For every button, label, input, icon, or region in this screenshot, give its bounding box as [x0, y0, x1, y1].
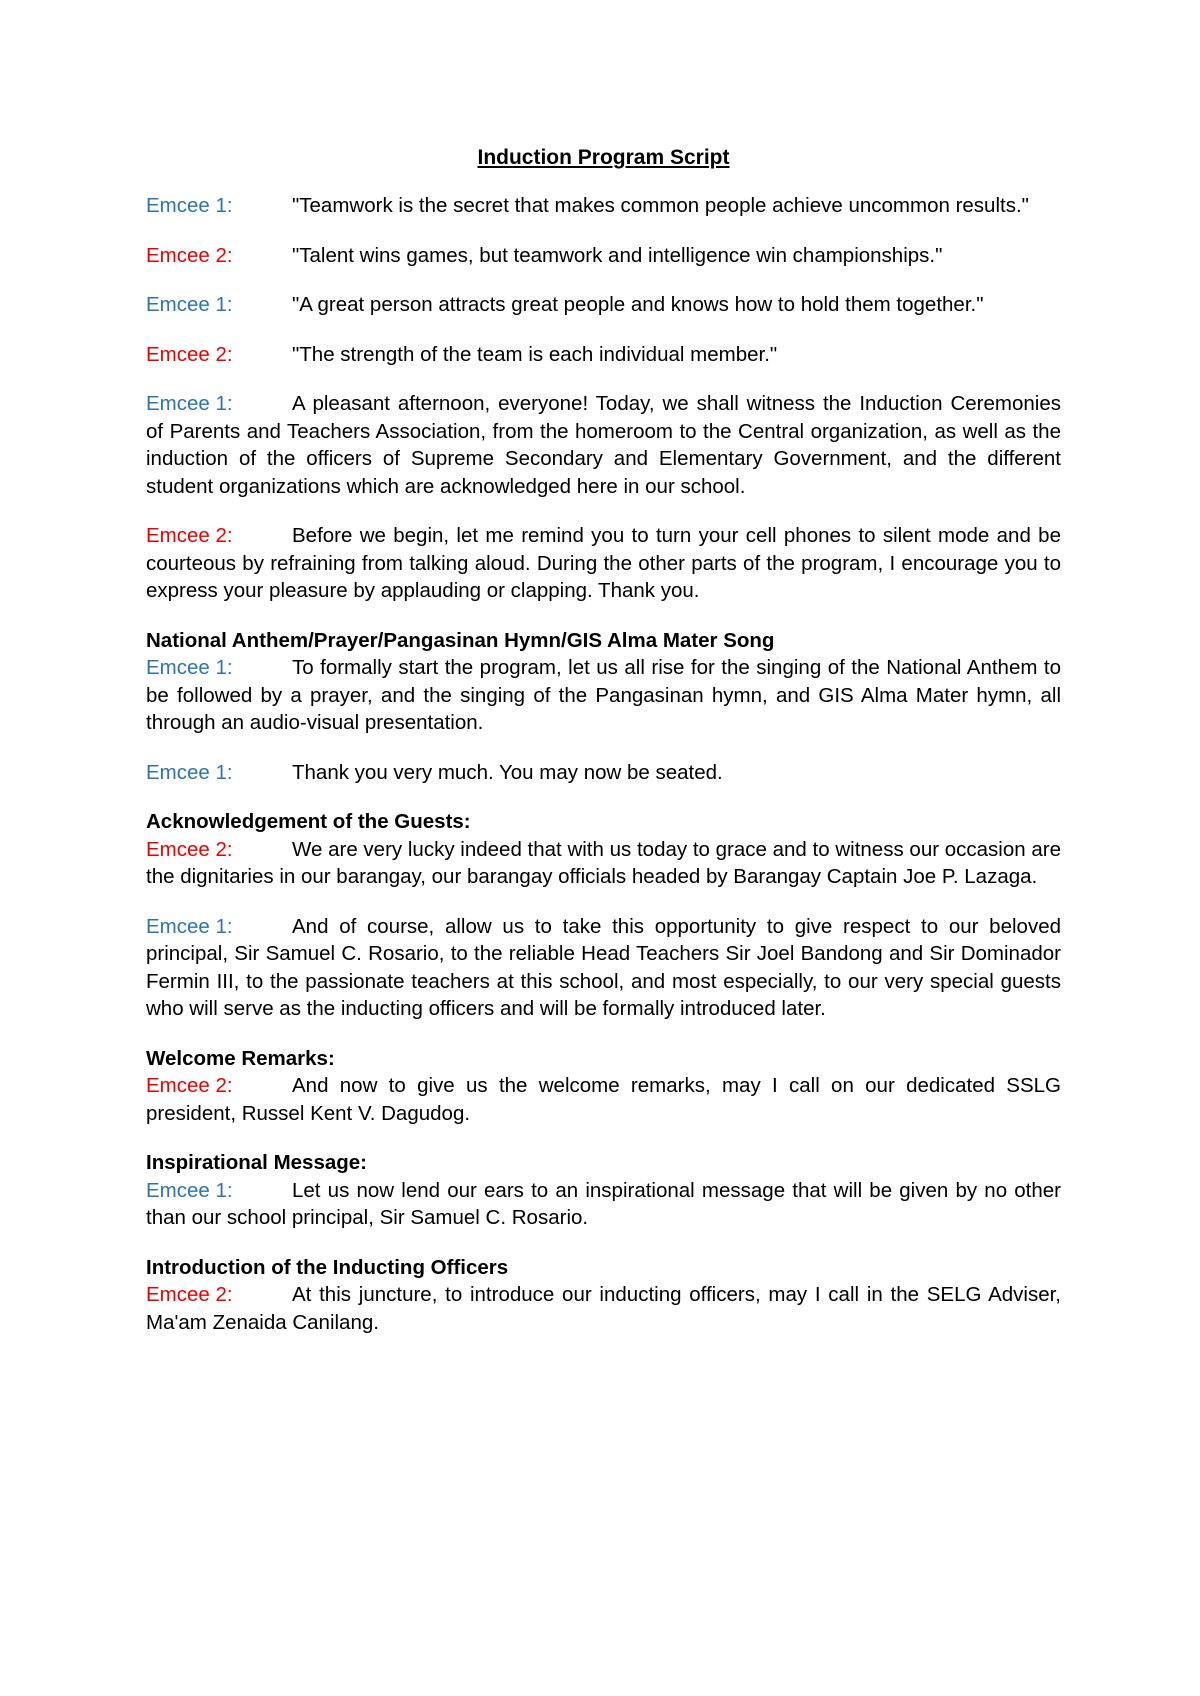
script-line: [146, 913, 1061, 1023]
speaker-label: Emcee 2:: [146, 837, 233, 861]
script-line: [146, 291, 1061, 319]
line-text: We are very lucky indeed that with us today to grace and to witness our occasion are the dignitaries in our barangay, our barangay officials headed by Barangay Captain Joe P. Lazaga.: [146, 837, 1061, 888]
line-text: Let us now lend our ears to an inspirational message that will be given by no other than our school principal, Sir Samuel C. Rosario.: [146, 1178, 1061, 1229]
section-heading: Inspirational Message:: [146, 1151, 368, 1174]
line-text: Before we begin, let me remind you to turn your cell phones to silent mode and be courteous by refraining from talking aloud. During the other parts of the program, I encourage you to express your pleasure by applauding or clapping. Thank you.: [146, 524, 1061, 602]
line-text: "Teamwork is the secret that makes common people achieve uncommon results.": [292, 194, 1029, 217]
script-line: [146, 759, 1061, 787]
speaker-label: Emcee 1:: [146, 914, 233, 938]
script-line: [146, 1281, 1061, 1336]
speaker-label: Emcee 1:: [146, 392, 233, 415]
speaker-label: Emcee 2:: [146, 342, 233, 366]
line-text: "The strength of the team is each individual member.": [292, 342, 778, 366]
line-text: Thank you very much. You may now be seated.: [292, 760, 723, 784]
document-title: Induction Program Script: [477, 146, 730, 169]
line-text: At this juncture, to introduce our inducting officers, may I call in the SELG Adviser, Ma'am Zenaida Canilang.: [146, 1283, 1061, 1334]
script-line: [146, 654, 1061, 737]
script-line: [146, 192, 1061, 220]
line-text: And of course, allow us to take this opportunity to give respect to our beloved principal, Sir Samuel C. Rosario, to the reliable Head Teachers Sir Joel Bandong and Sir Dominador Fermin III, to the passionate teachers at this school, and most especially, to our very special guests who will serve as the inducting officers and will be formally introduced later.: [146, 914, 1061, 1020]
script-line: [146, 1072, 1061, 1127]
section-heading: Welcome Remarks:: [146, 1046, 335, 1070]
script-line: [146, 341, 1061, 369]
speaker-label: Emcee 1:: [146, 194, 233, 217]
section-heading: Introduction of the Inducting Officers: [146, 1255, 509, 1279]
line-text: And now to give us the welcome remarks, may I call on our dedicated SSLG president, Russel Kent V. Dagudog.: [146, 1074, 1061, 1125]
speaker-label: Emcee 2:: [146, 1283, 233, 1306]
script-line: [146, 1177, 1061, 1232]
script-line: [146, 390, 1061, 500]
script-line: [146, 522, 1061, 605]
speaker-label: Emcee 1:: [146, 760, 233, 784]
line-text: A pleasant afternoon, everyone! Today, we shall witness the Induction Ceremonies of Parents and Teachers Association, from the homeroom to the Central organization, as well as the induction of the officers of Supreme Secondary and Elementary Government, and the different student organizations which are acknowledged here in our school.: [146, 392, 1061, 498]
speaker-label: Emcee 1:: [146, 1178, 233, 1202]
speaker-label: Emcee 1:: [146, 293, 233, 316]
section-heading: National Anthem/Prayer/Pangasinan Hymn/GIS Alma Mater Song: [146, 628, 775, 652]
line-text: "A great person attracts great people and knows how to hold them together.": [292, 293, 984, 316]
line-text: "Talent wins games, but teamwork and intelligence win championships.": [292, 243, 943, 267]
line-text: To formally start the program, let us all rise for the singing of the National Anthem to be followed by a prayer, and the singing of the Pangasinan hymn, and GIS Alma Mater hymn, all through an audio-visual presentation.: [146, 656, 1061, 734]
speaker-label: Emcee 1:: [146, 656, 233, 679]
script-line: [146, 242, 1061, 270]
speaker-label: Emcee 2:: [146, 1074, 233, 1097]
speaker-label: Emcee 2:: [146, 243, 233, 267]
speaker-label: Emcee 2:: [146, 524, 233, 547]
section-heading: Acknowledgement of the Guests:: [146, 810, 471, 833]
script-line: [146, 836, 1061, 891]
